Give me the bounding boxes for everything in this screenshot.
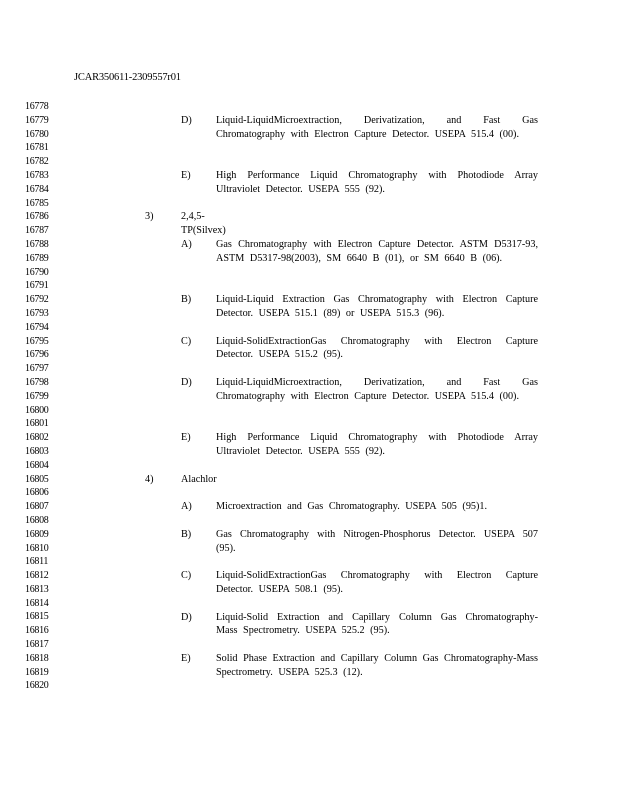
line-number: 16778 [25, 101, 49, 112]
line-number: 16812 [25, 570, 49, 582]
line-number: 16799 [25, 390, 49, 402]
line-number: 16811 [25, 556, 49, 568]
item-label: A) [181, 239, 192, 250]
line-number: 16790 [25, 266, 49, 278]
line-number: 16784 [25, 183, 49, 195]
line-number: 16783 [25, 169, 49, 181]
line-number: 16819 [25, 666, 49, 678]
line-number: 16803 [25, 445, 49, 457]
item-label: 3) [145, 211, 154, 223]
item-label: D) [181, 611, 192, 623]
line-number: 16808 [25, 514, 49, 526]
method-description: Gas Chromatography with Nitrogen-Phosphorus Detector. USEPA 507 (95). [216, 528, 538, 554]
item-label: D) [181, 114, 192, 126]
method-description: High Performance Liquid Chromatography with Photodiode Array Ultraviolet Detector. USEPA 555 (92). [216, 432, 538, 457]
line-number: 16780 [25, 128, 49, 140]
line-number: 16804 [25, 459, 49, 471]
item-label: B) [181, 528, 192, 540]
line-number: 16807 [25, 501, 49, 513]
section-title: Alachlor [181, 473, 217, 485]
line-number: 16815 [25, 611, 49, 623]
item-label: B) [181, 294, 192, 306]
line-number: 16785 [25, 197, 49, 209]
method-description: High Performance Liquid Chromatography with Photodiode Array Ultraviolet Detector. USEPA 555 (92). [216, 170, 538, 195]
item-label: A) [181, 501, 192, 513]
line-number: 16810 [25, 542, 49, 554]
line-number: 16781 [25, 142, 49, 154]
item-label: D) [181, 377, 192, 388]
line-number: 16786 [25, 211, 49, 223]
line-number: 16818 [25, 652, 49, 664]
line-number: 16814 [25, 597, 49, 609]
method-description: Liquid-LiquidMicroextraction, Derivatization, and Fast Gas Chromatography with Electron Capture Detector. USEPA 515.4 (00). [216, 114, 538, 140]
line-number: 16794 [25, 321, 49, 333]
item-label: E) [181, 432, 191, 444]
item-label: C) [181, 335, 192, 347]
method-description: Liquid-Liquid Extraction Gas Chromatography with Electron Capture Detector. USEPA 515.1 (89) or USEPA 515.3 (96). [216, 294, 538, 319]
line-number: 16809 [25, 528, 49, 540]
line-number: 16779 [25, 114, 49, 126]
item-label: E) [181, 653, 191, 664]
method-description: Liquid-LiquidMicroextraction, Derivatization, and Fast Gas Chromatography with Electron Capture Detector. USEPA 515.4 (00). [216, 377, 538, 402]
line-number: 16787 [25, 225, 49, 237]
line-number: 16789 [25, 252, 49, 264]
section-title: 2,4,5-TP(Silvex) [181, 211, 226, 237]
line-number: 16813 [25, 583, 49, 595]
line-number: 16816 [25, 625, 49, 637]
line-number: 16795 [25, 335, 49, 347]
line-number: 16817 [25, 639, 49, 651]
item-label: 4) [145, 473, 154, 485]
method-description: Liquid-SolidExtractionGas Chromatography with Electron Capture Detector. USEPA 515.2 (95). [216, 335, 538, 361]
line-number: 16800 [25, 404, 49, 416]
line-number: 16820 [25, 680, 49, 692]
line-number: 16806 [25, 487, 49, 499]
line-number: 16805 [25, 473, 49, 485]
line-number: 16791 [25, 280, 49, 292]
item-label: C) [181, 570, 192, 582]
line-number: 16798 [25, 376, 49, 388]
method-description: Liquid-Solid Extraction and Capillary Column Gas Chromatography-Mass Spectrometry. USEPA 525.2 (95). [216, 611, 538, 637]
line-number: 16796 [25, 349, 49, 361]
item-label: E) [181, 170, 191, 181]
line-number: 16788 [25, 238, 49, 250]
line-number: 16782 [25, 156, 49, 168]
method-description: Gas Chromatography with Electron Capture Detector. ASTM D5317-93, ASTM D5317-98(2003), SM 6640 B (01), or SM 6640 B (06). [216, 239, 538, 264]
method-description: Microextraction and Gas Chromatography. USEPA 505 (95)1. [216, 501, 488, 513]
line-number: 16797 [25, 363, 49, 375]
document-id-header: JCAR350611-2309557r01 [74, 72, 181, 83]
method-description: Solid Phase Extraction and Capillary Column Gas Chromatography-Mass Spectrometry. USEPA 525.3 (12). [216, 653, 538, 678]
line-number: 16792 [25, 294, 49, 306]
method-description: Liquid-SolidExtractionGas Chromatography with Electron Capture Detector. USEPA 508.1 (95). [216, 570, 538, 595]
line-number: 16801 [25, 418, 49, 430]
line-number: 16802 [25, 432, 49, 444]
line-number: 16793 [25, 307, 49, 319]
line-number-column [25, 100, 65, 693]
